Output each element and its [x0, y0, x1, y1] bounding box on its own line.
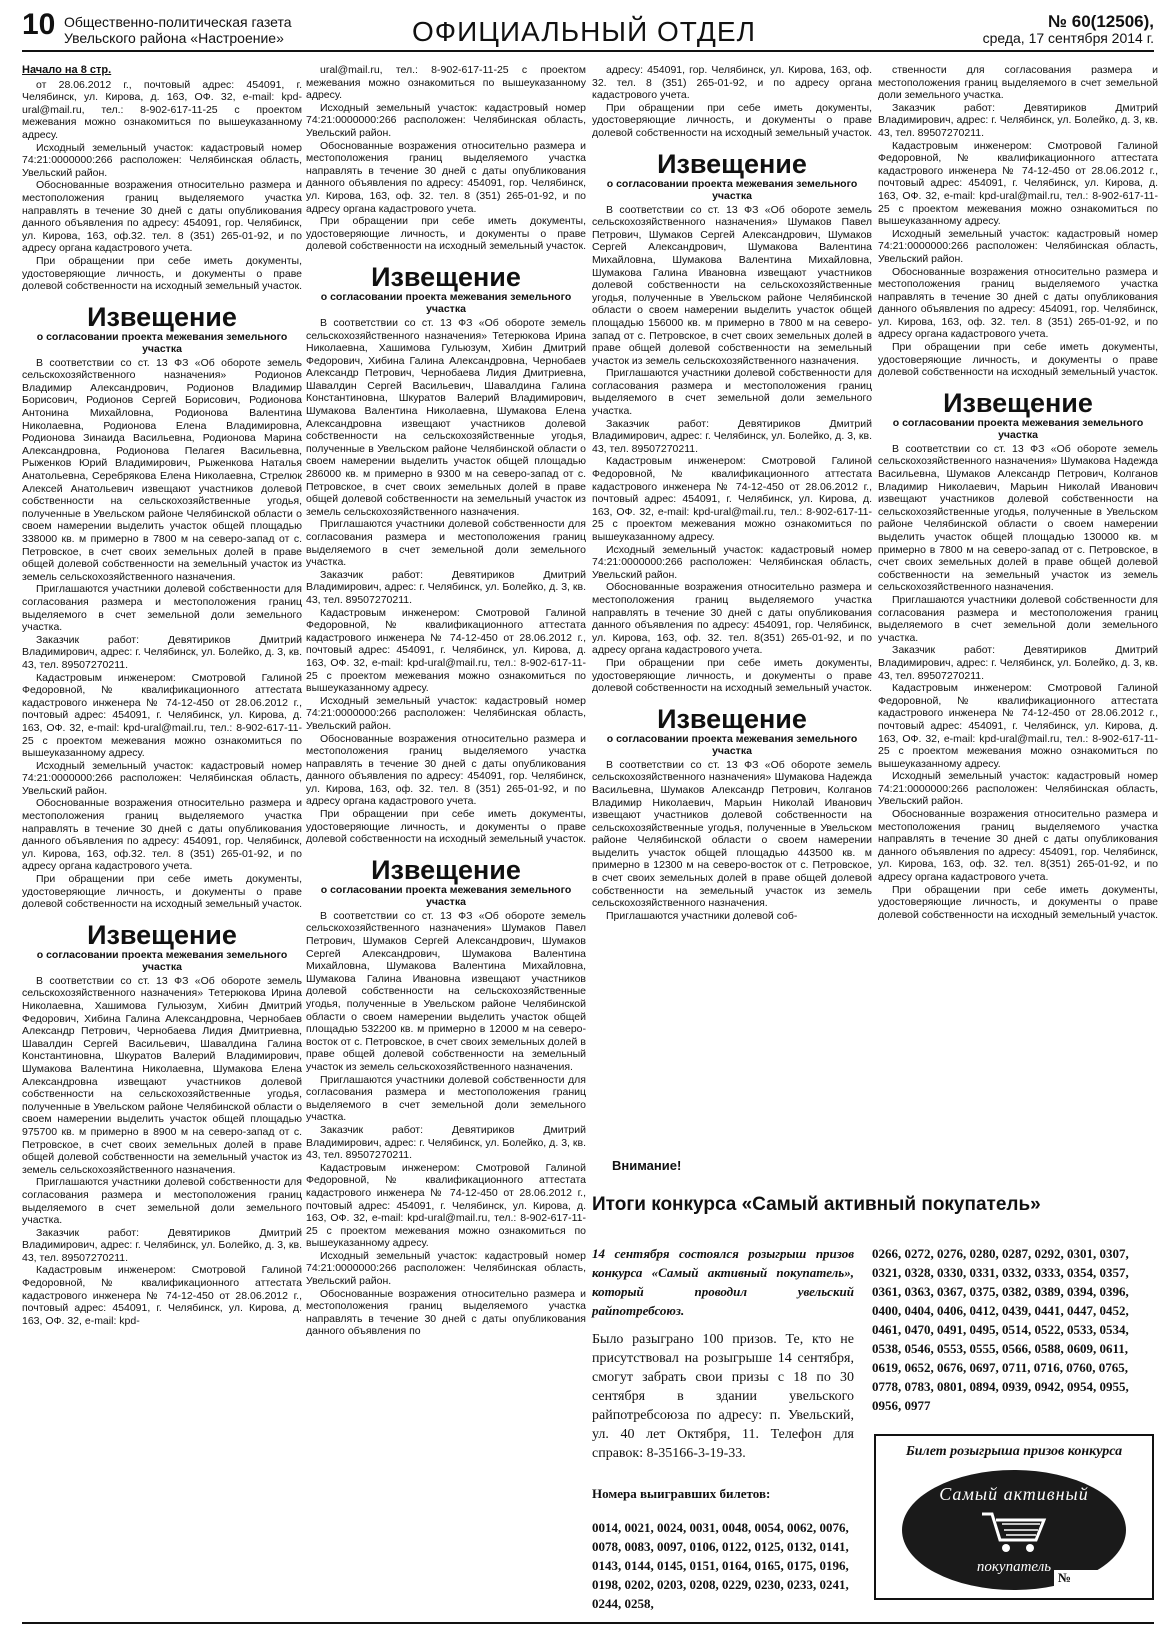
newspaper-line-2: Увельского района «Настроение» [64, 30, 284, 46]
paragraph: Приглашаются участники долевой собственности для согласования размера и местоположения границ выделяемого в счет земельной доли земельного участка. [878, 593, 1158, 644]
paragraph: Исходный земельный участок: кадастровый номер 74:21:0000000:266 расположен: Челябинская область, Увельский район. [306, 1249, 586, 1288]
paragraph: При обращении при себе иметь документы, удостоверяющие личность, и документы о праве долевой собственности на исходный земельный участок. [878, 341, 1158, 379]
notice-title: Извещение [87, 301, 237, 332]
paragraph: В соответствии со ст. 13 ФЗ «Об обороте земель сельскохозяйственного назначения» Шумакова Надежда Васильевна, Шумаков Александр Петрович, Колганов Владимир Николаевич, Марьин Николай Иванович извещают участников долевой собственности на сельскохозяйственные угодья, полученные в Увельском районе Челябинской области о своем намерении выделить участок общей площадью 443500 кв. м примерно в 12300 м на северо-восток от с. Петровское, в счет своих земельных долей в праве общей долевой собственности на земельный участок из земель сельскохозяйственного назначения. [592, 758, 872, 910]
contest-title: Итоги конкурса «Самый активный покупатель» [592, 1194, 1041, 1215]
paragraph: Кадастровым инженером: Смотровой Галиной Федоровной, № квалификационного аттестата кадастрового инженера № 74-12-450 от 28.06.2012 г., почтовый адрес: 454091, г. Челябинск, ул. Кирова, д. 163, ОФ. 32, e-mail: kpd-ural@mail.ru, тел.: 8-902-617-11-25 с проектом межевания можно ознакомиться по вышеуказанному адресу. [878, 682, 1158, 770]
paragraph: Приглашаются участники долевой соб- [606, 909, 798, 922]
paragraph: Обоснованные возражения относительно размера и местоположения границ выделяемого участка направлять в течение 30 дней с даты опубликования данного объявления по адресу: 454091, гор. Челябинск, ул. Кирова, 163, оф. 32. тел. 8 (351) 265-01-92, и по адресу органа кадастрового учета. [306, 139, 586, 215]
notice-title: Извещение [87, 919, 237, 950]
ticket-arc-bottom: покупатель [976, 1559, 1052, 1575]
page-header [22, 8, 1154, 52]
notice-subtitle: о согласовании проекта межевания земельного участка [606, 732, 858, 757]
column-2 [306, 64, 586, 1614]
paragraph: Приглашаются участники долевой собственности для согласования размера и местоположения границ выделяемого в счет земельной доли земельного участка. [306, 518, 586, 569]
section-title: ОФИЦИАЛЬНЫЙ ОТДЕЛ [412, 16, 756, 47]
paragraph: При обращении при себе иметь документы, удостоверяющие личность, и документы о праве долевой собственности на исходный земельный участок. [306, 808, 586, 846]
contest-results [592, 1140, 1158, 1620]
paragraph: Исходный земельный участок: кадастровый номер 74:21:0000000:266 расположен: Челябинская область, Увельский район. [592, 543, 872, 581]
winning-numbers-heading: Номера выигравших билетов: [592, 1486, 771, 1501]
notice-subtitle: о согласовании проекта межевания земельного участка [606, 177, 858, 202]
notice-title: Извещение [657, 148, 807, 179]
paragraph: В соответствии со ст. 13 ФЗ «Об обороте земель сельскохозяйственного назначения» Шумакова Надежда Васильевна, Шумаков Александр Петрович, Колганов Владимир Николаевич, Марьин Николай Иванович извещают участников долевой собственности на сельскохозяйственные угодья, полученные в Увельском районе Челябинской области о своем намерении выделить участок общей площадью 130000 кв. м примерно в 7800 м на северо-запад от с. Петровское, в счет своих земельных долей в праве общей долевой собственности на земельный участок из земель сельскохозяйственного назначения. [878, 442, 1158, 594]
paragraph: Приглашаются участники долевой собственности для согласования размера и местоположения границ выделяемого в счет земельной доли земельного участка. [592, 367, 872, 418]
paragraph: При обращении при себе иметь документы, удостоверяющие личность, и документы о праве долевой собственности на исходный земельный участок. [22, 873, 302, 911]
paragraph: Исходный земельный участок: кадастровый номер 74:21:0000000:266 расположен: Челябинская область, Увельский район. [306, 694, 586, 732]
notice-heading [306, 856, 586, 908]
paragraph: Кадастровым инженером: Смотровой Галиной Федоровной, № квалификационного аттестата кадастрового инженера № 74-12-450 от 28.06.2012 г., почтовый адрес: 454091, г. Челябинск, ул. Кирова, д. 163, ОФ. 32, e-mail: kpd-ural@mail.ru, тел.: 8-902-617-11-25 с проектом межевания можно ознакомиться по вышеуказанному адресу. [306, 606, 586, 695]
notice-title: Извещение [371, 261, 521, 292]
paragraph: Обоснованные возражения относительно размера и местоположения границ выделяемого участка направлять в течение 30 дней с даты опубликования данного объявления по адресу: 454091, гор. Челябинск, ул. Кирова, 163, оф.32. тел. 8 (351) 265-01-92, и по адресу органа кадастрового учета. [22, 179, 302, 255]
paragraph: В соответствии со ст. 13 ФЗ «Об обороте земель сельскохозяйственного назначения» Родионов Владимир Александрович, Родионов Владимир Борисович, Родионов Сергей Борисович, Родионова Антонина Михайловна, Родионова Валентина Николаевна, Родионова Елена Владимировна, Родионова Зинаида Васильевна, Родионова Марина Александровна, Родионова Пелагея Васильевна, Рыженков Юрий Владимирович, Рыженкова Наталья Анатольевна, Серебрякова Елена Николаевна, Стрелюк Алексей Анатольевич извещают участников долевой собственности на сельскохозяйственные угодья, полученные в Увельском районе Челябинской области о своем намерении выделить участок общей площадью 338000 кв. м примерно в 7800 м на северо-запад от с. Петровское, в счет своих земельных долей в праве общей долевой собственности на земельный участок из земель сельскохозяйственного назначения. [22, 356, 302, 583]
paragraph: При обращении при себе иметь документы, удостоверяющие личность, и документы о праве долевой собственности на исходный земельный участок. [592, 101, 872, 139]
paragraph: Кадастровым инженером: Смотровой Галиной Федоровной, № квалификационного аттестата кадастрового инженера № 74-12-450 от 28.06.2012 г., почтовый адрес: 454091, г. Челябинск, ул. Кирова, д. 163, ОФ. 32, e-mail: kpd-ural@mail.ru, тел.: 8-902-617-11-25 с проектом межевания можно ознакомиться по вышеуказанному адресу. [878, 139, 1158, 228]
newspaper-line-1: Общественно-политическая газета [64, 14, 292, 30]
paragraph: Приглашаются участники долевой собственности для согласования размера и местоположения границ выделяемого в счет земельной доли земельного участка. [22, 1176, 302, 1227]
notice-subtitle: о согласовании проекта межевания земельного участка [36, 330, 288, 355]
paragraph: Приглашаются участники долевой собственности для согласования размера и местоположения границ выделяемого в счет земельной доли земельного участка. [306, 1073, 586, 1124]
issue-date: среда, 17 сентября 2014 г. [982, 30, 1154, 46]
paragraph: Обоснованные возражения относительно размера и местоположения границ выделяемого участка направлять в течение 30 дней с даты опубликования данного объявления по адресу: 454091, гор. Челябинск, ул. Кирова, 163, оф. 32. тел. 8 (351) 265-01-92, и по адресу органа кадастрового учета. [306, 732, 586, 808]
notice-heading [22, 303, 302, 355]
paragraph: Заказчик работ: Девятириков Дмитрий Владимирович, адрес: г. Челябинск, ул. Болейко, д. 3, кв. 43, тел. 89507270211. [22, 633, 302, 671]
paragraph: При обращении при себе иметь документы, удостоверяющие личность, и документы о праве долевой собственности на исходный земельный участок. [22, 254, 302, 293]
winning-numbers-part-2: 0266, 0272, 0276, 0280, 0287, 0292, 0301, 0307, 0321, 0328, 0330, 0331, 0332, 0333, 0354, 0357, 0361, 0363, 0367, 0375, 0382, 0389, 0394, 0396, 0400, 0404, 0406, 0412, 0439, 0441, 0447, 0452, 0461, 0470, 0491, 0495, 0514, 0522, 0533, 0534, 0538, 0546, 0553, 0555, 0566, 0588, 0609, 0611, 0619, 0652, 0676, 0697, 0711, 0716, 0760, 0765, 0778, 0783, 0801, 0894, 0939, 0942, 0954, 0955, 0956, 0977 [872, 1246, 1129, 1413]
paragraph: Заказчик работ: Девятириков Дмитрий Владимирович, адрес: г. Челябинск, ул. Болейко, д. 3, кв. 43, тел. 89507270211. [878, 101, 1158, 139]
continued-note: Начало на 8 стр. [22, 64, 112, 76]
paragraph: Исходный земельный участок: кадастровый номер 74:21:0000000:266 расположен: Челябинская область, Увельский район. [306, 101, 586, 139]
paragraph: адресу: 454091, гор. Челябинск, ул. Кирова, 163, оф. 32. тел. 8 (351) 265-01-92, и по адресу органа кадастрового учета. [592, 64, 872, 102]
paragraph: ственности для согласования размера и местоположения границ выделяемого в счет земельной доли земельного участка. [878, 64, 1158, 102]
notice-subtitle: о согласовании проекта межевания земельного участка [320, 290, 572, 315]
paragraph: Обоснованные возражения относительно размера и местоположения границ выделяемого участка направлять в течение 30 дней с даты опубликования данного объявления по адресу: 454091, гор. Челябинск, ул. Кирова, 163, оф. 32. тел. 8 (351) 265-01-92, и по адресу органа кадастрового учета. [878, 265, 1158, 341]
contest-ticket [874, 1434, 1154, 1600]
notice-heading [306, 263, 586, 315]
paragraph: Исходный земельный участок: кадастровый номер 74:21:0000000:266 расположен: Челябинская область, Увельский район. [878, 227, 1158, 265]
notice-subtitle: о согласовании проекта межевания земельного участка [320, 883, 572, 908]
newspaper-name [64, 14, 292, 46]
paragraph: Заказчик работ: Девятириков Дмитрий Владимирович, адрес: г. Челябинск, ул. Болейко, д. 3, кв. 43, тел. 89507270211. [878, 644, 1158, 682]
paragraph: Заказчик работ: Девятириков Дмитрий Владимирович, адрес: г. Челябинск, ул. Болейко, д. 3, кв. 43, тел. 89507270211. [306, 1123, 586, 1162]
paragraph: Кадастровым инженером: Смотровой Галиной Федоровной, № квалификационного аттестата кадастрового инженера № 74-12-450 от 28.06.2012 г., почтовый адрес: 454091, г. Челябинск, ул. Кирова, д. 163, ОФ. 32, e-mail: kpd-ural@mail.ru, тел.: 8-902-617-11-25 с проектом межевания можно ознакомиться по вышеуказанному адресу. [306, 1161, 586, 1250]
paragraph: В соответствии со ст. 13 ФЗ «Об обороте земель сельскохозяйственного назначения» Тетерюкова Ирина Николаевна, Хашимова Гульюзум, Хибин Дмитрий Федорович, Хибина Галина Александровна, Чернобаев Александр Петрович, Чернобаева Лидия Дмитриевна, Шавалдин Сергей Васильевич, Шавалдина Галина Константиновна, Шкуратов Валерий Владимирович, Шумакова Валентина Николаевна, Шумакова Елена Александровна извещают участников долевой собственности на сельскохозяйственные угодья, полученные в Увельском районе Челябинской области о своем намерении выделить участок общей площадью 975700 кв. м примерно в 8900 м на северо-запад от с. Петровское, в счет своих земельных долей в праве общей долевой собственности на земельный участок из земель сельскохозяйственного назначения. [22, 974, 302, 1176]
paragraph: При обращении при себе иметь документы, удостоверяющие личность, и документы о праве долевой собственности на исходный земельный участок. [878, 883, 1158, 921]
paragraph: от 28.06.2012 г., почтовый адрес: 454091, г. Челябинск, ул. Кирова, д. 163, ОФ. 32, e-mail: kpd-ural@mail.ru, тел.: 8-902-617-11-25 с проектом межевания можно ознакомиться по вышеуказанному адресу. [22, 78, 302, 141]
paragraph: Кадастровым инженером: Смотровой Галиной Федоровной, № квалификационного аттестата кадастрового инженера № 74-12-450 от 28.06.2012 г., почтовый адрес: 454091, г. Челябинск, ул. Кирова, д. 163, ОФ. 32, e-mail: kpd-ural@mail.ru, тел.: 8-902-617-11-25 с проектом межевания можно ознакомиться по вышеуказанному адресу. [22, 671, 302, 760]
paragraph: Обоснованные возражения относительно размера и местоположения границ выделяемого участка направлять в течение 30 дней с даты опубликования данного объявления по адресу: 454091, гор. Челябинск, ул. Кирова, 163, оф. 32. тел. 8(351) 265-01-92, и по адресу органа кадастрового учета. [878, 808, 1158, 884]
notice-heading [592, 150, 872, 202]
notice-heading [22, 921, 302, 973]
notice-heading [592, 705, 872, 757]
ticket-arc-top: Самый активный [939, 1484, 1089, 1504]
winning-numbers-part-1: 0014, 0021, 0024, 0031, 0048, 0054, 0062, 0076, 0078, 0083, 0097, 0106, 0122, 0125, 0132, 0141, 0143, 0144, 0145, 0151, 0164, 0165, 0175, 0196, 0198, 0202, 0203, 0208, 0229, 0230, 0233, 0241, 0244, 0258, [592, 1520, 849, 1611]
ticket-title: Билет розыгрыша призов конкурса [905, 1444, 1123, 1459]
paragraph: При обращении при себе иметь документы, удостоверяющие личность, и документы о праве долевой собственности на исходный земельный участок. [306, 215, 586, 253]
attention-label: Внимание! [612, 1158, 682, 1173]
notice-title: Извещение [657, 703, 807, 734]
column-1 [22, 64, 302, 1614]
paragraph: Кадастровым инженером: Смотровой Галиной Федоровной, № квалификационного аттестата кадастрового инженера № 74-12-450 от 28.06.2012 г., почтовый адрес: 454091, г. Челябинск, ул. Кирова, д. 163, ОФ. 32, e-mail: kpd-ural@mail.ru, тел.: 8-902-617-11-25 с проектом межевания можно ознакомиться по вышеуказанному адресу. [592, 455, 872, 543]
paragraph: Обоснованные возражения относительно размера и местоположения границ выделяемого участка направлять в течение 30 дней с даты опубликования данного объявления по адресу: 454091, гор. Челябинск, ул. Кирова, 163, оф.32. тел. 8 (351) 265-01-92, и по адресу органа кадастрового учета. [22, 797, 302, 873]
paragraph: Заказчик работ: Девятириков Дмитрий Владимирович, адрес: г. Челябинск, ул. Болейко, д. 3, кв. 43, тел. 89507270211. [592, 417, 872, 455]
paragraph: Обоснованные возражения относительно размера и местоположения границ выделяемого участка направлять в течение 30 дней с даты опубликования данного объявления по [306, 1287, 586, 1338]
ticket-number-label: № [1054, 1570, 1146, 1588]
paragraph: Обоснованные возражения относительно размера и местоположения границ выделяемого участка направлять в течение 30 дней с даты опубликования данного объявления по адресу: 454091, гор. Челябинск, ул. Кирова, 163, оф. 32. тел. 8(351) 265-01-92, и по адресу органа кадастрового учета. [592, 581, 872, 657]
page-number: 10 [22, 8, 56, 41]
paragraph: ural@mail.ru, тел.: 8-902-617-11-25 с проектом межевания можно ознакомиться по вышеуказанному адресу. [306, 64, 586, 102]
paragraph: Исходный земельный участок: кадастровый номер 74:21:0000000:266 расположен: Челябинская область, Увельский район. [22, 759, 302, 797]
contest-body: Было разыграно 100 призов. Те, кто не присутствовал на розыгрыше 14 сентября, смогут забрать свои призы с 18 по 30 сентября в здании увельского райпотребсоюза по адресу: п. Увельский, ул. 40 лет Октября, 11. Телефон для справок: 8-35166-3-19-33. [592, 1332, 854, 1461]
paragraph: Заказчик работ: Девятириков Дмитрий Владимирович, адрес: г. Челябинск, ул. Болейко, д. 3, кв. 43, тел. 89507270211. [22, 1226, 302, 1264]
paragraph: При обращении при себе иметь документы, удостоверяющие личность, и документы о праве долевой собственности на исходный земельный участок. [592, 656, 872, 695]
notice-subtitle: о согласовании проекта межевания земельного участка [36, 948, 288, 973]
paragraph: В соответствии со ст. 13 ФЗ «Об обороте земель сельскохозяйственного назначения» Тетерюкова Ирина Николаевна, Хашимова Гульюзум, Хибин Дмитрий Федорович, Хибина Галина Александровна, Чернобаев Александр Петрович, Чернобаева Лидия Дмитриевна, Шавалдин Сергей Васильевич, Шавалдина Галина Константиновна, Шкуратов Валерий Владимирович, Шумакова Валентина Николаевна, Шумакова Елена Александровна извещают участников долевой собственности на сельскохозяйственные угодья, полученные в Увельском районе Челябинской области о своем намерении выделить участок общей площадью 286000 кв. м примерно в 9300 м на северо-запад от с. Петровское, в счет своих земельных долей в праве общей долевой собственности на земельный участок из земель сельскохозяйственного назначения. [306, 316, 586, 518]
notice-title: Извещение [943, 387, 1093, 418]
paragraph: Исходный земельный участок: кадастровый номер 74:21:0000000:266 расположен: Челябинская область, Увельский район. [878, 770, 1158, 808]
notice-title: Извещение [371, 854, 521, 885]
notice-subtitle: о согласовании проекта межевания земельного участка [892, 416, 1144, 441]
issue-info [983, 14, 1154, 46]
page-footer-rule [22, 1622, 1154, 1624]
notice-heading [878, 389, 1158, 441]
paragraph: Исходный земельный участок: кадастровый номер 74:21:0000000:266 расположен: Челябинская область, Увельский район. [22, 141, 302, 179]
shopping-cart-icon [980, 1510, 1050, 1556]
paragraph: Заказчик работ: Девятириков Дмитрий Владимирович, адрес: г. Челябинск, ул. Болейко, д. 3, кв. 43, тел. 89507270211. [306, 568, 586, 606]
paragraph: Кадастровым инженером: Смотровой Галиной Федоровной, № квалификационного аттестата кадастрового инженера № 74-12-450 от 28.06.2012 г., почтовый адрес: 454091, г. Челябинск, ул. Кирова, д. 163, ОФ. 32, e-mail: kpd- [22, 1264, 302, 1327]
paragraph: В соответствии со ст. 13 ФЗ «Об обороте земель сельскохозяйственного назначения» Шумаков Павел Петрович, Шумаков Сергей Александрович, Шумаков Сергей Александрович, Шумакова Валентина Михайловна, Шумакова Валентина Михайловна, Шумакова Галина Ивановна извещают участников долевой собственности на сельскохозяйственные угодья, полученные в Увельском районе Челябинской области о своем намерении выделить участок общей площадью 156000 кв. м примерно в 7800 м на северо-запад от с. Петровское, в счет своих земельных долей в праве общей долевой собственности на земельный участок из земель сельскохозяйственного назначения. [592, 203, 872, 367]
paragraph: Приглашаются участники долевой собственности для согласования размера и местоположения границ выделяемого в счет земельной доли земельного участка. [22, 583, 302, 634]
issue-number: № 60(12506), [1048, 12, 1154, 31]
paragraph: В соответствии со ст. 13 ФЗ «Об обороте земель сельскохозяйственного назначения» Шумаков Павел Петрович, Шумаков Сергей Александрович, Шумаков Сергей Александрович, Шумакова Валентина Михайловна, Шумакова Валентина Михайловна, Шумакова Галина Ивановна извещают участников долевой собственности на сельскохозяйственные угодья, полученные в Увельском районе Челябинской области о своем намерении выделить участок общей площадью 532200 кв. м примерно в 12000 м на северо-восток от с. Петровское, в счет своих земельных долей в праве общей долевой собственности на земельный участок из земель сельскохозяйственного назначения. [306, 909, 586, 1073]
contest-intro: 14 сентября состоялся розыгрыш призов конкурса «Самый активный покупатель», который проводил увельский райпотребсоюз. [592, 1246, 854, 1318]
